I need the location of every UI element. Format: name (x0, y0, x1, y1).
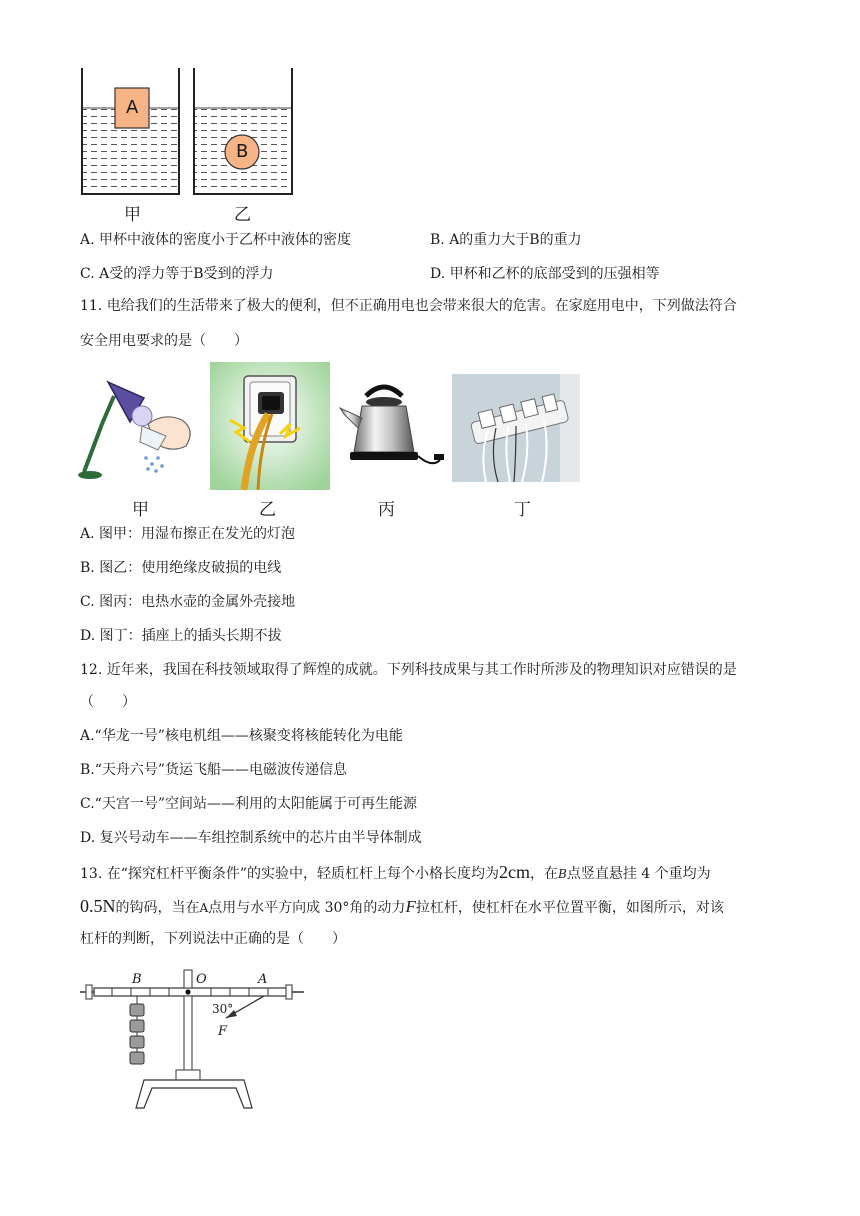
q13-hook-weight: 0.5N (80, 896, 116, 916)
q11-option-b: B. 图乙：使用绝缘皮破损的电线 (80, 560, 282, 576)
q11-option-d: D. 图丁：插座上的插头长期不拔 (80, 628, 282, 644)
lever-force-label: F (218, 1024, 228, 1039)
q10-option-d: D. 甲杯和乙杯的底部受到的压强相等 (430, 266, 660, 282)
lever-label-a: A (258, 972, 268, 987)
lever-label-b: B (132, 972, 142, 987)
lever-angle-label: 30° (212, 1002, 234, 1016)
q13-line1-part1: 13. 在“探究杠杆平衡条件”的实验中，轻质杠杆上每个小格长度均为 (80, 866, 500, 882)
q13-point-b: B (558, 867, 567, 881)
q13-line1-part3: 点竖直悬挂 4 个重均为 (566, 866, 711, 882)
q10-option-a: A. 甲杯中液体的密度小于乙杯中液体的密度 (80, 232, 352, 248)
q12-stem-line2: （ ） (80, 694, 136, 710)
q11-option-a: A. 图甲：用湿布擦正在发光的灯泡 (80, 526, 296, 542)
q11-stem-line2: 安全用电要求的是（ ） (80, 333, 248, 349)
q13-stem-line1 (80, 862, 711, 884)
beaker-jia (82, 68, 179, 194)
block-a-letter: A (126, 97, 139, 118)
q10-option-b: B. A的重力大于B的重力 (430, 232, 582, 248)
fig-label-yi: 乙 (259, 500, 276, 520)
q13-stem-line3: 杠杆的判断，下列说法中正确的是（ ） (80, 931, 346, 947)
damaged-wire-socket-illustration (210, 362, 330, 490)
lever-label-o: O (196, 972, 207, 987)
q10-beakers-figure (70, 64, 310, 224)
electric-kettle-illustration (336, 378, 448, 482)
q12-option-b: B.“天舟六号”货运飞船——电磁波传递信息 (80, 762, 348, 778)
power-strip-plugs-illustration (452, 374, 580, 482)
q13-line2-part3: 拉杠杆，使杠杆在水平位置平衡，如图所示，对该 (415, 900, 724, 916)
q13-force-f: F (405, 897, 416, 916)
ball-b-letter: B (236, 141, 249, 162)
q12-option-a: A.“华龙一号”核电机组——核聚变将核能转化为电能 (80, 728, 403, 744)
beaker-yi (194, 68, 292, 194)
q11-option-c: C. 图丙：电热水壶的金属外壳接地 (80, 594, 296, 610)
q13-line2-part1: 的钩码，当在 (115, 900, 200, 916)
wet-cloth-lamp-illustration (78, 372, 206, 482)
fig-label-ding: 丁 (514, 500, 531, 520)
lever-figure (76, 966, 308, 1110)
q13-point-a: A (199, 901, 209, 915)
q11-stem-line1: 11. 电给我们的生活带来了极大的便利，但不正确用电也会带来很大的危害。在家庭用电中，下列做法符合 (80, 298, 737, 314)
beaker-jia-label: 甲 (124, 205, 141, 225)
fig-label-bing: 丙 (378, 500, 395, 520)
q12-option-c: C.“天宫一号”空间站——利用的太阳能属于可再生能源 (80, 796, 417, 812)
beaker-yi-label: 乙 (234, 205, 251, 225)
q13-grid-length: 2cm (499, 862, 531, 882)
q10-option-c: C. A受的浮力等于B受到的浮力 (80, 266, 274, 282)
q13-stem-line2 (80, 896, 724, 918)
q13-line2-part2: 点用与水平方向成 30°角的动力 (208, 900, 406, 916)
q13-line1-part2: ，在 (530, 866, 559, 882)
fig-label-jia: 甲 (132, 500, 149, 520)
q12-option-d: D. 复兴号动车——车组控制系统中的芯片由半导体制成 (80, 830, 422, 846)
q12-stem-line1: 12. 近年来，我国在科技领域取得了辉煌的成就。下列科技成果与其工作时所涉及的物理知识对应错误的是 (80, 662, 737, 678)
